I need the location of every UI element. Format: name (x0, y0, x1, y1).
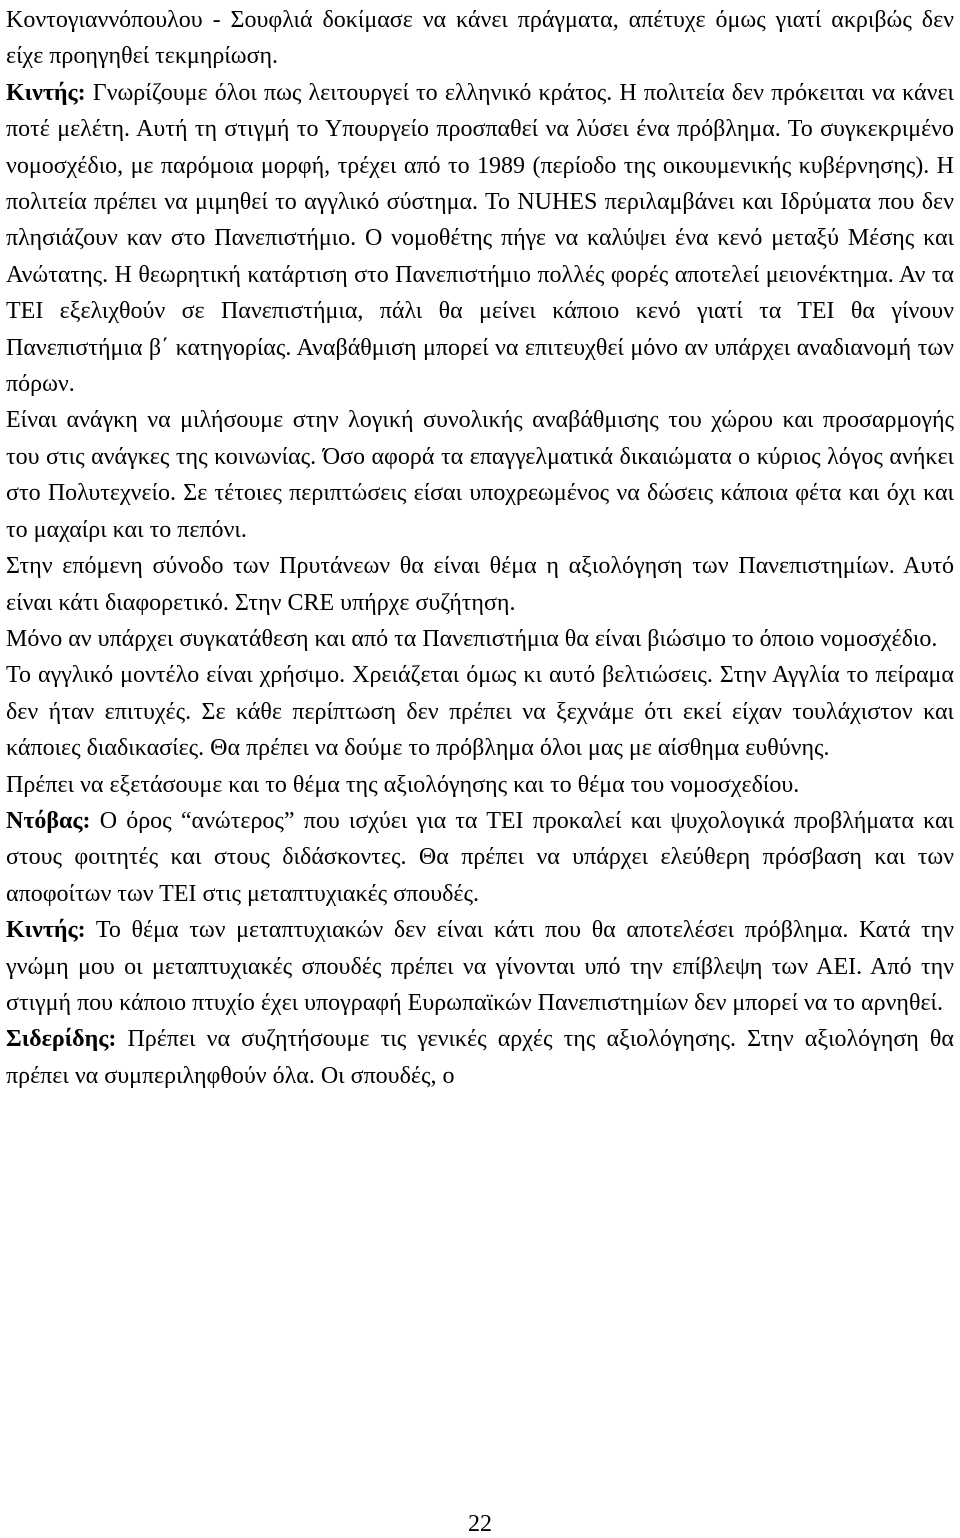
paragraph-2 (6, 75, 954, 403)
paragraph-text: Μόνο αν υπάρχει συγκατάθεση και από τα Πανεπιστήμια θα είναι βιώσιμο το όποιο νομοσχέδιο. (6, 625, 938, 652)
paragraph-6 (6, 657, 954, 766)
speaker-name: Σιδερίδης: (6, 1026, 117, 1053)
paragraph-text: Πρέπει να εξετάσουμε και το θέμα της αξιολόγησης και το θέμα του νομοσχεδίου. (6, 771, 800, 798)
paragraph-10 (6, 1021, 954, 1094)
paragraph-text: Πρέπει να συζητήσουμε τις γενικές αρχές της αξιολόγησης. Στην αξιολόγηση θα πρέπει να συμπεριληφθούν όλα. Οι σπουδές, ο (6, 1026, 954, 1089)
speaker-name: Κιντής: (6, 79, 86, 106)
paragraph-7 (6, 767, 954, 803)
page-number: 22 (468, 1511, 492, 1537)
speaker-name: Κιντής: (6, 917, 86, 944)
speaker-name: Ντόβας: (6, 807, 91, 834)
paragraph-8 (6, 803, 954, 912)
paragraph-text: Γνωρίζουμε όλοι πως λειτουργεί το ελληνικό κράτος. Η πολιτεία δεν πρόκειται να κάνει ποτέ μελέτη. Αυτή τη στιγμή το Υπουργείο προσπαθεί να λύσει ένα πρόβλημα. Το συγκεκριμένο νομοσχέδιο, με παρόμοια μορφή, τρέχει από το 1989 (περίοδο της οικουμενικής κυβέρνησης). Η πολιτεία πρέπει να μιμηθεί το αγγλικό σύστημα. Το NUHES περιλαμβάνει και Ιδρύματα που δεν πλησιάζουν καν στο Πανεπιστήμιο. Ο νομοθέτης πήγε να καλύψει ένα κενό μεταξύ Μέσης και Ανώτατης. Η θεωρητική κατάρτιση στο Πανεπιστήμιο πολλές φορές αποτελεί μειονέκτημα. Αν τα ΤΕΙ εξελιχθούν σε Πανεπιστήμια, πάλι θα μείνει κάποιο κενό γιατί τα ΤΕΙ θα γίνουν Πανεπιστήμια β΄ κατηγορίας. Αναβάθμιση μπορεί να επιτευχθεί μόνο αν υπάρχει αναδιανομή των πόρων. (6, 79, 954, 398)
paragraph-1 (6, 2, 954, 75)
paragraph-text: Το αγγλικό μοντέλο είναι χρήσιμο. Χρειάζεται όμως κι αυτό βελτιώσεις. Στην Αγγλία το πείραμα δεν ήταν επιτυχές. Σε κάθε περίπτωση δεν πρέπει να ξεχνάμε ότι εκεί είχαν τουλάχιστον και κάποιες διαδικασίες. Θα πρέπει να δούμε το πρόβλημα όλοι μας με αίσθημα ευθύνης. (6, 662, 954, 762)
paragraph-4 (6, 548, 954, 621)
paragraph-text: Είναι ανάγκη να μιλήσουμε στην λογική συνολικής αναβάθμισης του χώρου και προσαρμογής του στις ανάγκες της κοινωνίας. Όσο αφορά τα επαγγελματικά δικαιώματα ο κύριος λόγος ανήκει στο Πολυτεχνείο. Σε τέτοιες περιπτώσεις είσαι υποχρεωμένος να δώσεις κάποια φέτα και όχι και το μαχαίρι και το πεπόνι. (6, 407, 954, 543)
paragraph-text: Κοντογιαννόπουλου - Σουφλιά δοκίμασε να κάνει πράγματα, απέτυχε όμως γιατί ακριβώς δεν είχε προηγηθεί τεκμηρίωση. (6, 7, 954, 70)
paragraph-text: Το θέμα των μεταπτυχιακών δεν είναι κάτι που θα αποτελέσει πρόβλημα. Κατά την γνώμη μου οι μεταπτυχιακές σπουδές πρέπει να γίνονται υπό την επίβλεψη των ΑΕΙ. Από την στιγμή που κάποιο πτυχίο έχει υπογραφή Ευρωπαϊκών Πανεπιστημίων δεν μπορεί να το αρνηθεί. (6, 917, 954, 1016)
paragraph-text: Ο όρος “ανώτερος” που ισχύει για τα ΤΕΙ προκαλεί και ψυχολογικά προβλήματα και στους φοιτητές και στους διδάσκοντες. Θα πρέπει να υπάρχει ελεύθερη πρόσβαση και των αποφοίτων των ΤΕΙ στις μεταπτυχιακές σπουδές. (6, 807, 954, 907)
document-body (6, 2, 954, 1094)
paragraph-5 (6, 621, 954, 657)
paragraph-9 (6, 912, 954, 1021)
paragraph-3 (6, 402, 954, 548)
paragraph-text: Στην επόμενη σύνοδο των Πρυτάνεων θα είναι θέμα η αξιολόγηση των Πανεπιστημίων. Αυτό είναι κάτι διαφορετικό. Στην CRE υπήρχε συζήτηση. (6, 553, 954, 616)
